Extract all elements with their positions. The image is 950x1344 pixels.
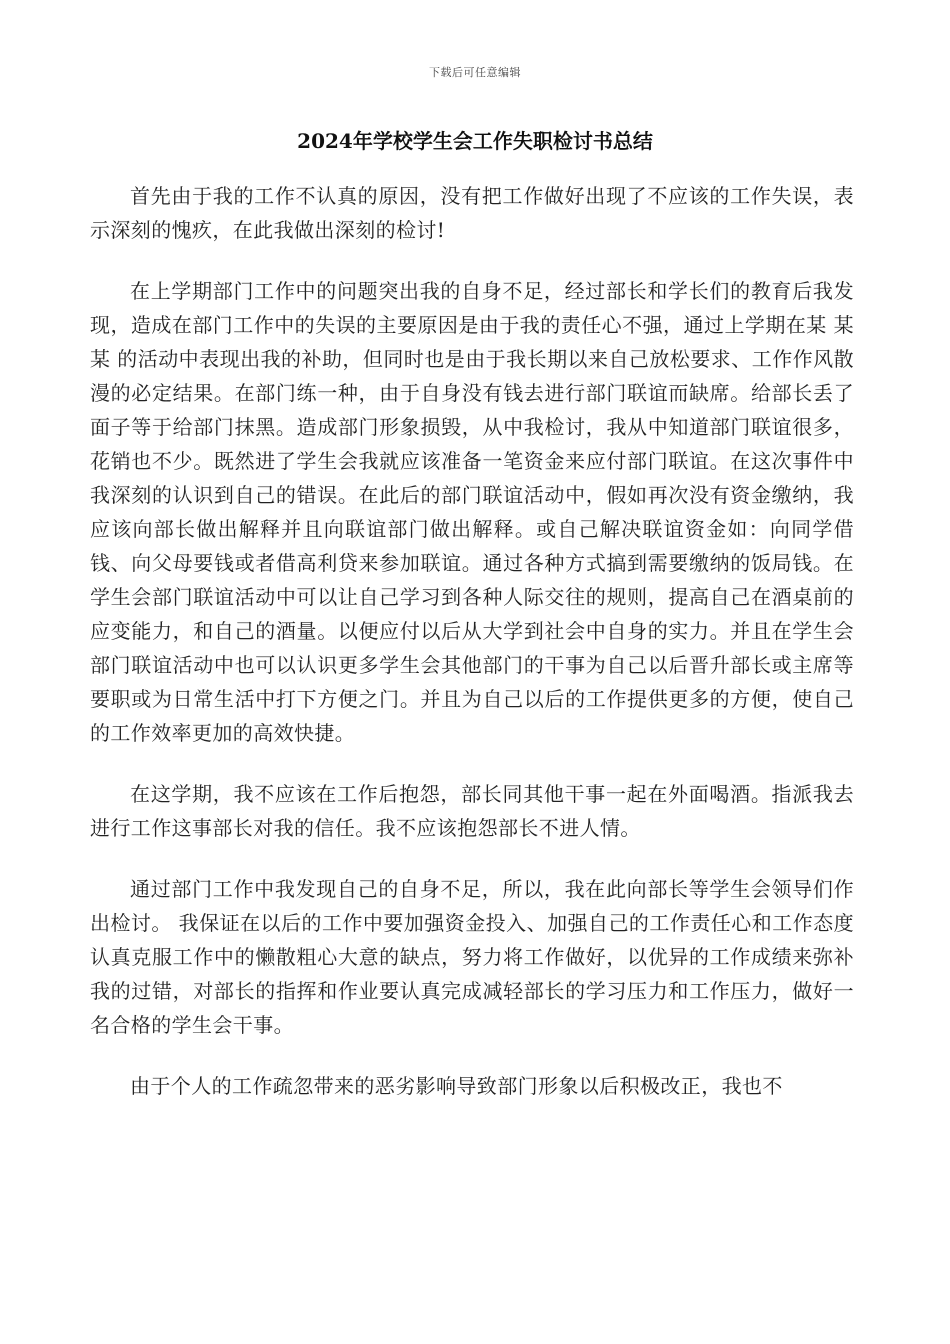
- paragraph-2: 在上学期部门工作中的问题突出我的自身不足，经过部长和学长们的教育后我发现，造成在部门工作中的失误的主要原因是由于我的责任心不强，通过上学期在某 某 某 的活动中表现出我的补助，但同时也是由于我长期以来自己放松要求、工作作风散漫的必定结果。在部门练一种，由于自身没有钱去进行部门联谊而缺席。给部长丢了面子等于给部门抹黑。造成部门形象损毁，从中我检讨，我从中知道部门联谊很多，花销也不少。既然进了学生会我就应该准备一笔资金来应付部门联谊。在这次事件中我深刻的认识到自己的错误。在此后的部门联谊活动中，假如再次没有资金缴纳，我应该向部长做出解释并且向联谊部门做出解释。或自己解决联谊资金如：向同学借钱、向父母要钱或者借高利贷来参加联谊。通过各种方式搞到需要缴纳的饭局钱。在学生会部门联谊活动中可以让自己学习到各种人际交往的规则，提高自己在酒桌前的应变能力，和自己的酒量。以便应付以后从大学到社会中自身的实力。并且在学生会部门联谊活动中也可以认识更多学生会其他部门的干事为自己以后晋升部长或主席等要职或为日常生活中打下方便之门。并且为自己以后的工作提供更多的方便，使自己的工作效率更加的高效快捷。: [90, 279, 854, 745]
- paragraph-3: 在这学期，我不应该在工作后抱怨，部长同其他干事一起在外面喝酒。指派我去进行工作这事部长对我的信任。我不应该抱怨部长不进人情。: [90, 782, 854, 840]
- document-title: 2024年学校学生会工作失职检讨书总结: [297, 129, 653, 153]
- paragraph-4: 通过部门工作中我发现自己的自身不足，所以，我在此向部长等学生会领导们作出检讨。 我保证在以后的工作中要加强资金投入、加强自己的工作责任心和工作态度认真克服工作中的懒散粗心大意的缺点，努力将工作做好，以优异的工作成绩来弥补我的过错，对部长的指挥和作业要认真完成减轻部长的学习压力和工作压力，做好一名合格的学生会干事。: [90, 877, 854, 1037]
- header-note: 下载后可任意编辑: [429, 66, 521, 79]
- paragraph-1: 首先由于我的工作不认真的原因，没有把工作做好出现了不应该的工作失误，表示深刻的愧疚，在此我做出深刻的检讨!: [90, 184, 854, 242]
- document-body: [90, 179, 854, 1130]
- paragraph-5: 由于个人的工作疏忽带来的恶劣影响导致部门形象以后积极改正，我也不: [130, 1074, 783, 1098]
